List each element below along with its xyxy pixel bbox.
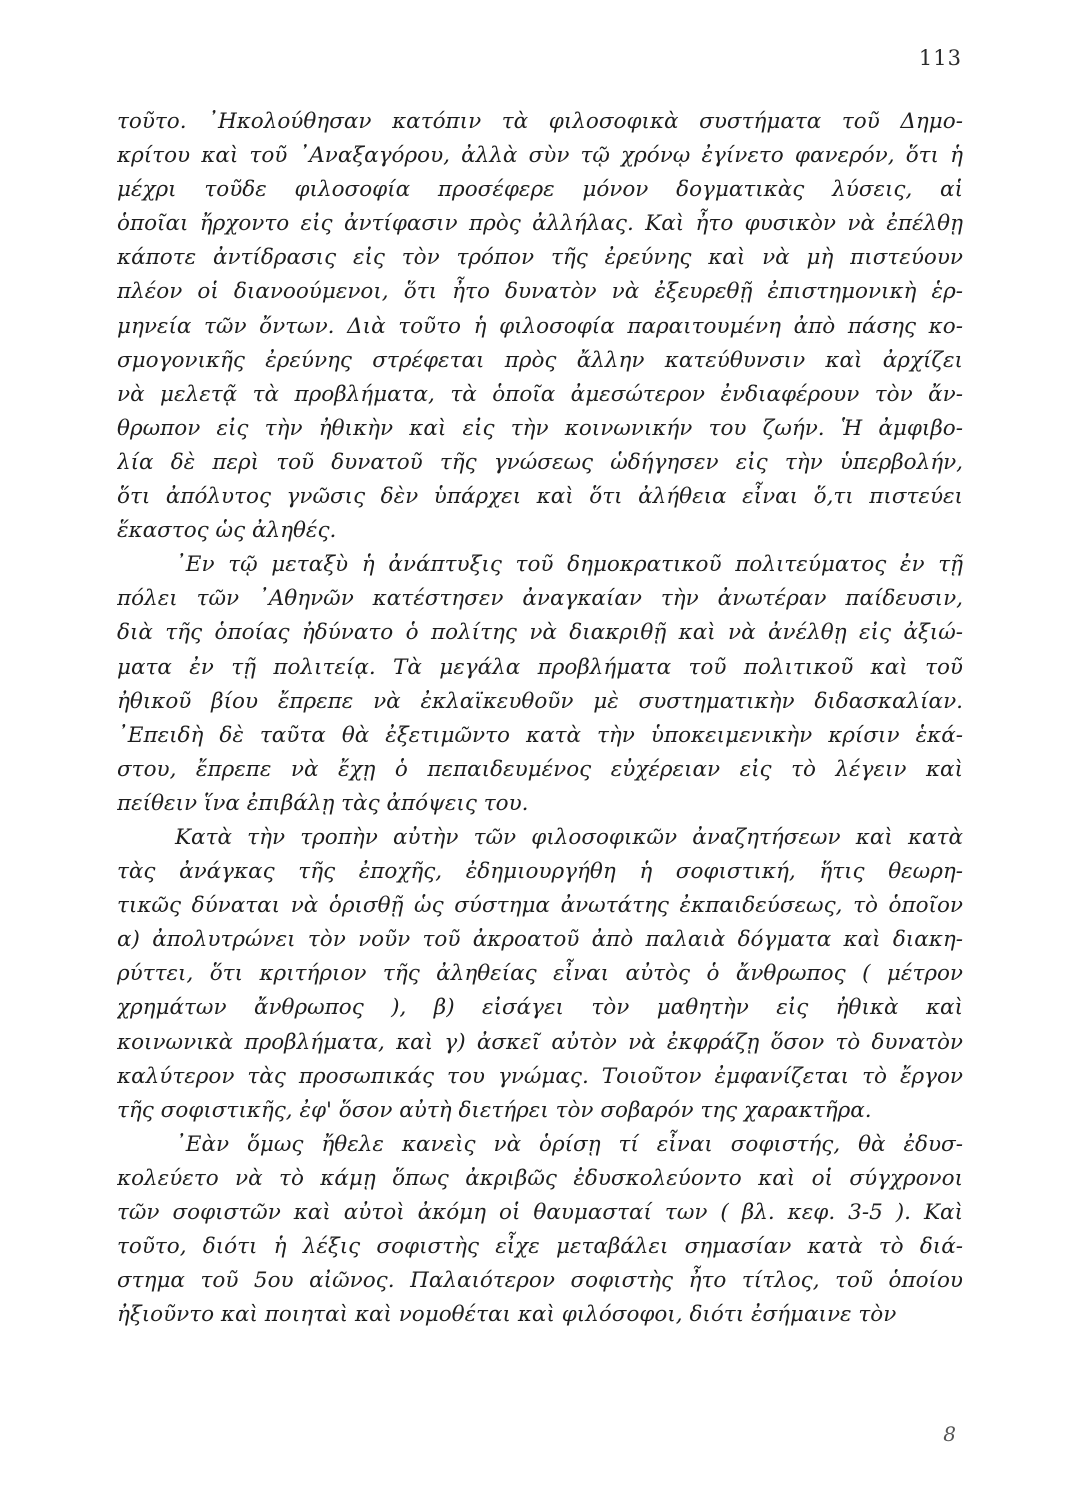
text-line: σμογονικῆς ἐρεύνης στρέφεται πρὸς ἄλλην κατεύθυνσιν καὶ ἀρχίζει xyxy=(117,347,963,373)
text-line: ἠθικοῦ βίου ἔπρεπε νὰ ἐκλαϊκευθοῦν μὲ συστηματικὴν διδασκαλίαν. xyxy=(117,688,963,714)
text-line: μηνεία τῶν ὄντων. Διὰ τοῦτο ἡ φιλοσοφία παραιτουμένη ἀπὸ πάσης κο- xyxy=(117,313,963,339)
text-line: διὰ τῆς ὁποίας ἠδύνατο ὁ πολίτης νὰ διακριθῇ καὶ νὰ ἀνέλθῃ εἰς ἀξιώ- xyxy=(117,620,963,646)
text-line: πείθειν ἵνα ἐπιβάλῃ τὰς ἀπόψεις του. xyxy=(117,790,529,816)
text-line: λία δὲ περὶ τοῦ δυνατοῦ τῆς γνώσεως ὡδήγησεν εἰς τὴν ὑπερβολήν, xyxy=(117,449,963,475)
paragraph xyxy=(117,548,963,821)
text-line: πλέον οἱ διανοούμενοι, ὅτι ἦτο δυνατὸν νὰ ἐξευρεθῇ ἐπιστημονικὴ ἑρ- xyxy=(117,279,963,305)
text-line: ἠξιοῦντο καὶ ποιηταὶ καὶ νομοθέται καὶ φιλόσοφοι, διότι ἐσήμαινε τὸν xyxy=(117,1302,897,1328)
text-line: ἕκαστος ὡς ἀληθές. xyxy=(117,518,337,544)
text-line: κολεύετο νὰ τὸ κάμῃ ὅπως ἀκριβῶς ἐδυσκολεύοντο καὶ οἱ σύγχρονοι xyxy=(117,1165,963,1191)
paragraph xyxy=(117,1128,963,1333)
text-line: κοινωνικὰ προβλήματα, καὶ γ) ἀσκεῖ αὐτὸν νὰ ἐκφράζῃ ὅσον τὸ δυνατὸν xyxy=(117,1029,963,1055)
text-line: κρίτου καὶ τοῦ ᾿Αναξαγόρου, ἀλλὰ σὺν τῷ χρόνῳ ἐγίνετο φανερόν, ὅτι ἡ xyxy=(117,143,963,169)
text-line: ᾿Επειδὴ δὲ ταῦτα θὰ ἐξετιμῶντο κατὰ τὴν ὑποκειμενικὴν κρίσιν ἑκά- xyxy=(117,722,963,748)
text-line: ὁποῖαι ἤρχοντο εἰς ἀντίφασιν πρὸς ἀλλήλας. Καὶ ἦτο φυσικὸν νὰ ἐπέλθῃ xyxy=(117,211,963,237)
text-line: α) ἀπολυτρώνει τὸν νοῦν τοῦ ἀκροατοῦ ἀπὸ παλαιὰ δόγματα καὶ διακη- xyxy=(117,927,963,953)
text-line: στημα τοῦ 5ου αἰῶνος. Παλαιότερον σοφιστὴς ἦτο τίτλος, τοῦ ὁποίου xyxy=(117,1268,963,1294)
text-line: τῶν σοφιστῶν καὶ αὐτοὶ ἀκόμη οἱ θαυμασταί των ( βλ. κεφ. 3-5 ). Καὶ xyxy=(117,1200,963,1225)
text-line: θρωπον εἰς τὴν ἠθικὴν καὶ εἰς τὴν κοινωνικήν του ζωήν. Ἡ ἀμφιβο- xyxy=(117,415,963,441)
page-number: 113 xyxy=(918,46,962,70)
text-line: πόλει τῶν ᾿Αθηνῶν κατέστησεν ἀναγκαίαν τὴν ἀνωτέραν παίδευσιν, xyxy=(117,586,963,612)
text-line: τῆς σοφιστικῆς, ἐφ' ὅσον αὐτὴ διετήρει τὸν σοβαρόν της χαρακτῆρα. xyxy=(117,1097,872,1123)
text-line: ᾿Εὰν ὅμως ἤθελε κανεὶς νὰ ὁρίσῃ τί εἶναι σοφιστής, θὰ ἐδυσ- xyxy=(175,1131,963,1157)
text-line: τοῦτο. ᾿Ηκολούθησαν κατόπιν τὰ φιλοσοφικὰ συστήματα τοῦ Δημο- xyxy=(117,109,963,134)
text-line: τὰς ἀνάγκας τῆς ἐποχῆς, ἐδημιουργήθη ἡ σοφιστική, ἥτις θεωρη- xyxy=(117,859,963,885)
text-line: τοῦτο, διότι ἡ λέξις σοφιστὴς εἶχε μεταβάλει σημασίαν κατὰ τὸ διά- xyxy=(117,1234,963,1260)
text-line: νὰ μελετᾷ τὰ προβλήματα, τὰ ὁποῖα ἀμεσώτερον ἐνδιαφέρουν τὸν ἄν- xyxy=(117,381,963,407)
body-text xyxy=(117,105,963,1332)
signature-mark: 8 xyxy=(943,1422,956,1446)
text-line: Κατὰ τὴν τροπὴν αὐτὴν τῶν φιλοσοφικῶν ἀναζητήσεων καὶ κατὰ xyxy=(175,824,963,850)
text-line: μέχρι τοῦδε φιλοσοφία προσέφερε μόνον δογματικὰς λύσεις, αἱ xyxy=(117,177,963,203)
text-line: στου, ἔπρεπε νὰ ἔχῃ ὁ πεπαιδευμένος εὐχέρειαν εἰς τὸ λέγειν καὶ xyxy=(117,756,963,782)
text-line: ρύττει, ὅτι κριτήριον τῆς ἀληθείας εἶναι αὐτὸς ὁ ἄνθρωπος ( μέτρον xyxy=(117,961,963,987)
text-line: τικῶς δύναται νὰ ὁρισθῇ ὡς σύστημα ἀνωτάτης ἐκπαιδεύσεως, τὸ ὁποῖον xyxy=(117,893,963,919)
text-line: ὅτι ἀπόλυτος γνῶσις δὲν ὑπάρχει καὶ ὅτι ἀλήθεια εἶναι ὅ,τι πιστεύει xyxy=(117,484,963,510)
text-line: χρημάτων ἄνθρωπος ), β) εἰσάγει τὸν μαθητὴν εἰς ἠθικὰ καὶ xyxy=(117,995,963,1021)
text-line: κάποτε ἀντίδρασις εἰς τὸν τρόπον τῆς ἐρεύνης καὶ νὰ μὴ πιστεύουν xyxy=(117,245,963,271)
paragraph xyxy=(117,821,963,1128)
paragraph xyxy=(117,105,963,548)
text-line: καλύτερον τὰς προσωπικάς του γνώμας. Τοιοῦτον ἐμφανίζεται τὸ ἔργον xyxy=(117,1063,963,1089)
text-line: ᾿Εν τῷ μεταξὺ ἡ ἀνάπτυξις τοῦ δημοκρατικοῦ πολιτεύματος ἐν τῇ xyxy=(175,552,963,578)
text-line: ματα ἐν τῇ πολιτείᾳ. Τὰ μεγάλα προβλήματα τοῦ πολιτικοῦ καὶ τοῦ xyxy=(117,654,963,680)
